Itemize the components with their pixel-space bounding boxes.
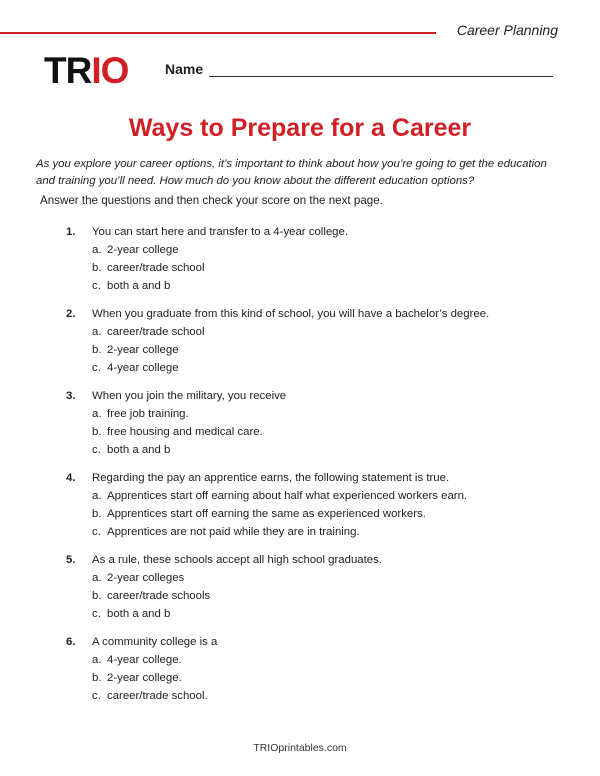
answer-option bbox=[92, 423, 566, 441]
answer-option bbox=[92, 505, 566, 523]
question-text: When you graduate from this kind of school, you will have a bachelor’s degree. bbox=[92, 308, 490, 320]
option-text: both a and b bbox=[107, 444, 171, 456]
option-text: both a and b bbox=[107, 608, 171, 620]
option-letter: c. bbox=[92, 526, 101, 538]
question-6 bbox=[66, 633, 566, 705]
option-letter: b. bbox=[92, 508, 102, 520]
question-list bbox=[66, 223, 566, 715]
option-letter: c. bbox=[92, 608, 101, 620]
answer-option bbox=[92, 241, 566, 259]
question-text: When you join the military, you receive bbox=[92, 390, 287, 402]
option-text: 2-year college bbox=[107, 244, 179, 256]
option-letter: c. bbox=[92, 690, 101, 702]
option-text: 2-year college. bbox=[107, 672, 182, 684]
option-letter: b. bbox=[92, 344, 102, 356]
name-label: Name bbox=[165, 61, 204, 77]
question-text: A community college is a bbox=[92, 636, 218, 648]
name-field-row bbox=[165, 61, 553, 77]
question-number: 1. bbox=[66, 226, 76, 238]
option-letter: b. bbox=[92, 426, 102, 438]
footer-link[interactable]: TRIOprintables.com bbox=[253, 742, 347, 754]
question-2 bbox=[66, 305, 566, 377]
answer-option bbox=[92, 687, 566, 705]
question-number: 4. bbox=[66, 472, 76, 484]
instructions: Answer the questions and then check your score on the next page. bbox=[40, 194, 383, 207]
question-number: 3. bbox=[66, 390, 76, 402]
answer-option bbox=[92, 487, 566, 505]
option-text: 2-year college bbox=[107, 344, 179, 356]
question-4 bbox=[66, 469, 566, 541]
option-text: 4-year college bbox=[107, 362, 179, 374]
question-5 bbox=[66, 551, 566, 623]
answer-option bbox=[92, 259, 566, 277]
option-text: Apprentices start off earning about half what experienced workers earn. bbox=[107, 490, 468, 502]
option-text: Apprentices are not paid while they are in training. bbox=[107, 526, 360, 538]
option-letter: b. bbox=[92, 590, 102, 602]
answer-option bbox=[92, 323, 566, 341]
option-text: 4-year college. bbox=[107, 654, 182, 666]
option-text: free job training. bbox=[107, 408, 189, 420]
name-write-line[interactable] bbox=[209, 62, 553, 77]
option-letter: b. bbox=[92, 262, 102, 274]
answer-option bbox=[92, 441, 566, 459]
question-1 bbox=[66, 223, 566, 295]
option-letter: a. bbox=[92, 408, 102, 420]
option-letter: a. bbox=[92, 654, 102, 666]
option-text: career/trade schools bbox=[107, 590, 211, 602]
trio-logo bbox=[44, 52, 128, 89]
option-text: Apprentices start off earning the same as experienced workers. bbox=[107, 508, 426, 520]
logo-text-black: TR bbox=[44, 50, 92, 91]
option-letter: a. bbox=[92, 572, 102, 584]
logo-text-red: IO bbox=[91, 50, 129, 91]
answer-option bbox=[92, 405, 566, 423]
option-letter: c. bbox=[92, 362, 101, 374]
option-letter: c. bbox=[92, 280, 101, 292]
answer-option bbox=[92, 651, 566, 669]
option-letter: a. bbox=[92, 490, 102, 502]
answer-option bbox=[92, 523, 566, 541]
question-text: Regarding the pay an apprentice earns, the following statement is true. bbox=[92, 472, 450, 484]
option-letter: b. bbox=[92, 672, 102, 684]
option-text: career/trade school. bbox=[107, 690, 208, 702]
question-text: As a rule, these schools accept all high school graduates. bbox=[92, 554, 382, 566]
option-text: 2-year colleges bbox=[107, 572, 185, 584]
option-letter: a. bbox=[92, 244, 102, 256]
question-3 bbox=[66, 387, 566, 459]
question-number: 6. bbox=[66, 636, 76, 648]
option-letter: c. bbox=[92, 444, 101, 456]
question-text: You can start here and transfer to a 4-year college. bbox=[92, 226, 349, 238]
question-number: 2. bbox=[66, 308, 76, 320]
question-number: 5. bbox=[66, 554, 76, 566]
answer-option bbox=[92, 669, 566, 687]
intro-paragraph: As you explore your career options, it’s important to think about how you’re going to get the education and training you’ll need. How much do you know about the different education options? bbox=[36, 158, 547, 187]
option-text: career/trade school bbox=[107, 326, 205, 338]
option-text: both a and b bbox=[107, 280, 171, 292]
answer-option bbox=[92, 605, 566, 623]
section-label: Career Planning bbox=[456, 22, 558, 38]
option-letter: a. bbox=[92, 326, 102, 338]
answer-option bbox=[92, 569, 566, 587]
answer-option bbox=[92, 359, 566, 377]
option-text: free housing and medical care. bbox=[107, 426, 263, 438]
answer-option bbox=[92, 587, 566, 605]
answer-option bbox=[92, 277, 566, 295]
page-title: Ways to Prepare for a Career bbox=[128, 114, 472, 142]
answer-option bbox=[92, 341, 566, 359]
option-text: career/trade school bbox=[107, 262, 205, 274]
header-rule bbox=[0, 32, 436, 34]
